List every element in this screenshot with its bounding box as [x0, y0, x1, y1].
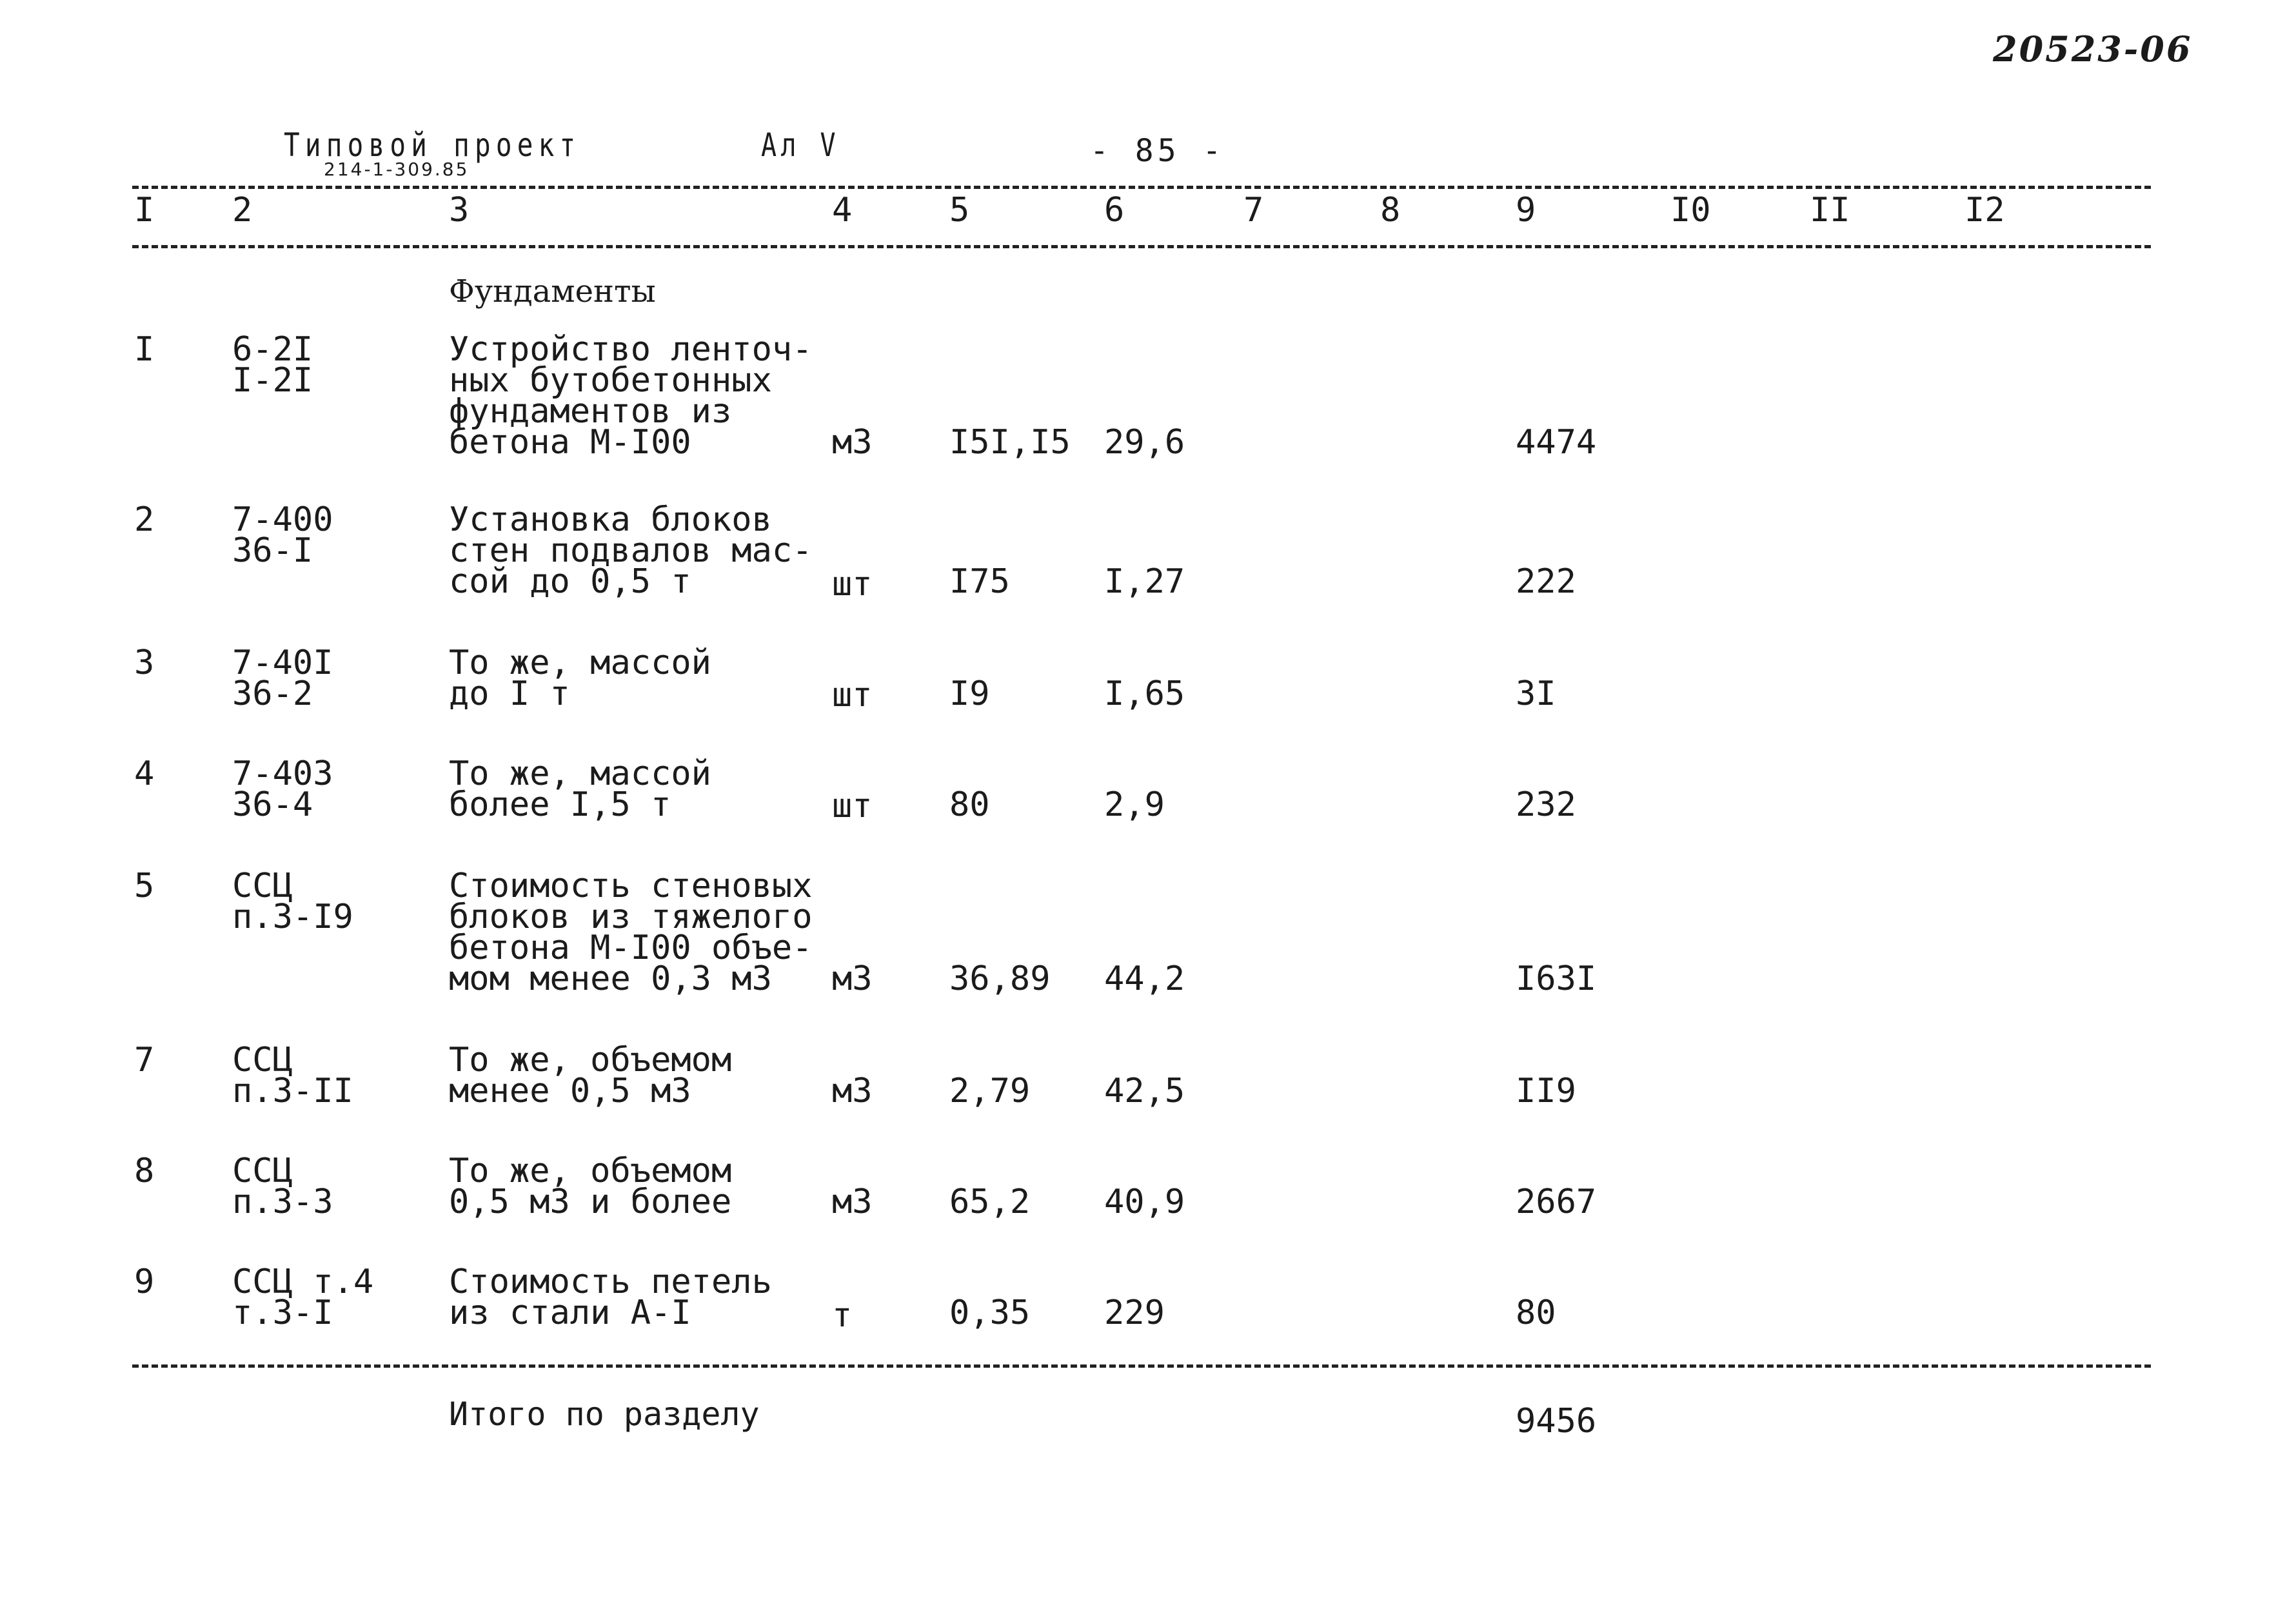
row-code: п.3-I9 [232, 898, 353, 936]
row-name-line: бетона М-I00 [449, 423, 691, 462]
row-total: 222 [1516, 562, 1576, 601]
project-number: 214-1-309.85 [324, 159, 470, 180]
row-quantity: 0,35 [949, 1294, 1031, 1332]
row-unit: т [832, 1296, 853, 1335]
row-code: 36-I [232, 531, 313, 570]
row-name-line: 0,5 м3 и более [449, 1183, 732, 1221]
row-total: 3I [1516, 674, 1556, 713]
row-quantity: I9 [949, 674, 990, 713]
row-unit: шт [832, 565, 873, 604]
section-total-label: Итого по разделу [449, 1395, 760, 1433]
row-price: 42,5 [1104, 1072, 1185, 1110]
row-name-line: бетона М-I00 объе- [449, 929, 813, 967]
row-unit: м3 [832, 1072, 873, 1110]
column-header: 2 [232, 191, 253, 230]
project-title: Типовой проект [284, 126, 581, 164]
row-name-line: стен подвалов мас- [449, 531, 813, 570]
row-name-line: Стоимость стеновых [449, 867, 813, 905]
section-title: Фундаменты [449, 273, 656, 310]
row-quantity: 36,89 [949, 960, 1051, 998]
row-name-line: Устройство ленточ- [449, 330, 813, 369]
row-code: п.3-II [232, 1072, 353, 1110]
row-total: 2667 [1516, 1183, 1597, 1221]
row-number: 4 [134, 754, 155, 793]
row-number: 9 [134, 1263, 155, 1301]
row-total: 4474 [1516, 423, 1597, 462]
row-code: 7-40I [232, 644, 333, 682]
divider-top [132, 186, 2151, 189]
row-name-line: То же, массой [449, 754, 711, 793]
row-unit: шт [832, 676, 873, 714]
row-name-line: То же, объемом [449, 1041, 732, 1079]
row-name-line: То же, объемом [449, 1152, 732, 1190]
row-unit: м3 [832, 423, 873, 462]
row-number: 2 [134, 500, 155, 539]
row-code: ССЦ [232, 1152, 293, 1190]
column-header: 8 [1380, 191, 1401, 230]
row-code: ССЦ [232, 867, 293, 905]
column-header: I2 [1964, 191, 2005, 230]
row-name-line: из стали А-I [449, 1294, 691, 1332]
row-total: 80 [1516, 1294, 1556, 1332]
row-price: 2,9 [1104, 785, 1165, 824]
row-code: 7-400 [232, 500, 333, 539]
row-code: 6-2I [232, 330, 313, 369]
row-name-line: фундаментов из [449, 392, 732, 431]
section-total-value: 9456 [1516, 1402, 1597, 1441]
row-code: 7-403 [232, 754, 333, 793]
row-total: II9 [1516, 1072, 1576, 1110]
row-number: 3 [134, 644, 155, 682]
row-price: I,27 [1104, 562, 1185, 601]
row-name-line: менее 0,5 м3 [449, 1072, 691, 1110]
divider-header [132, 245, 2151, 248]
row-unit: м3 [832, 960, 873, 998]
row-code: п.3-3 [232, 1183, 333, 1221]
column-header: I [134, 191, 155, 230]
row-quantity: I75 [949, 562, 1010, 601]
row-number: I [134, 330, 155, 369]
row-code: ССЦ т.4 [232, 1263, 374, 1301]
row-number: 5 [134, 867, 155, 905]
sheet-reference: Ал V [761, 126, 840, 164]
page-number: - 85 - [1090, 133, 1225, 169]
row-name-line: ных бутобетонных [449, 361, 772, 400]
row-name-line: более I,5 т [449, 785, 671, 824]
row-code: 36-4 [232, 785, 313, 824]
row-code: т.3-I [232, 1294, 333, 1332]
row-quantity: I5I,I5 [949, 423, 1071, 462]
row-price: I,65 [1104, 674, 1185, 713]
row-code: I-2I [232, 361, 313, 400]
column-header: I0 [1670, 191, 1711, 230]
row-unit: шт [832, 787, 873, 825]
row-name-line: до I т [449, 674, 570, 713]
row-name-line: сой до 0,5 т [449, 562, 691, 601]
column-header: 7 [1243, 191, 1264, 230]
column-header: 5 [949, 191, 970, 230]
row-quantity: 65,2 [949, 1183, 1031, 1221]
row-quantity: 80 [949, 785, 990, 824]
column-header: II [1810, 191, 1850, 230]
document-code: 20523-06 [1993, 28, 2193, 70]
row-number: 8 [134, 1152, 155, 1190]
row-quantity: 2,79 [949, 1072, 1031, 1110]
row-price: 229 [1104, 1294, 1165, 1332]
row-total: I63I [1516, 960, 1597, 998]
row-number: 7 [134, 1041, 155, 1079]
row-total: 232 [1516, 785, 1576, 824]
row-price: 40,9 [1104, 1183, 1185, 1221]
row-name-line: мом менее 0,3 м3 [449, 960, 772, 998]
column-header: 3 [449, 191, 470, 230]
column-header: 6 [1104, 191, 1125, 230]
row-name-line: Установка блоков [449, 500, 772, 539]
row-price: 44,2 [1104, 960, 1185, 998]
column-header: 4 [832, 191, 853, 230]
row-unit: м3 [832, 1183, 873, 1221]
row-code: ССЦ [232, 1041, 293, 1079]
row-name-line: То же, массой [449, 644, 711, 682]
row-name-line: блоков из тяжелого [449, 898, 813, 936]
row-price: 29,6 [1104, 423, 1185, 462]
column-header: 9 [1516, 191, 1536, 230]
row-code: 36-2 [232, 674, 313, 713]
divider-bottom [132, 1364, 2151, 1368]
row-name-line: Стоимость петель [449, 1263, 772, 1301]
